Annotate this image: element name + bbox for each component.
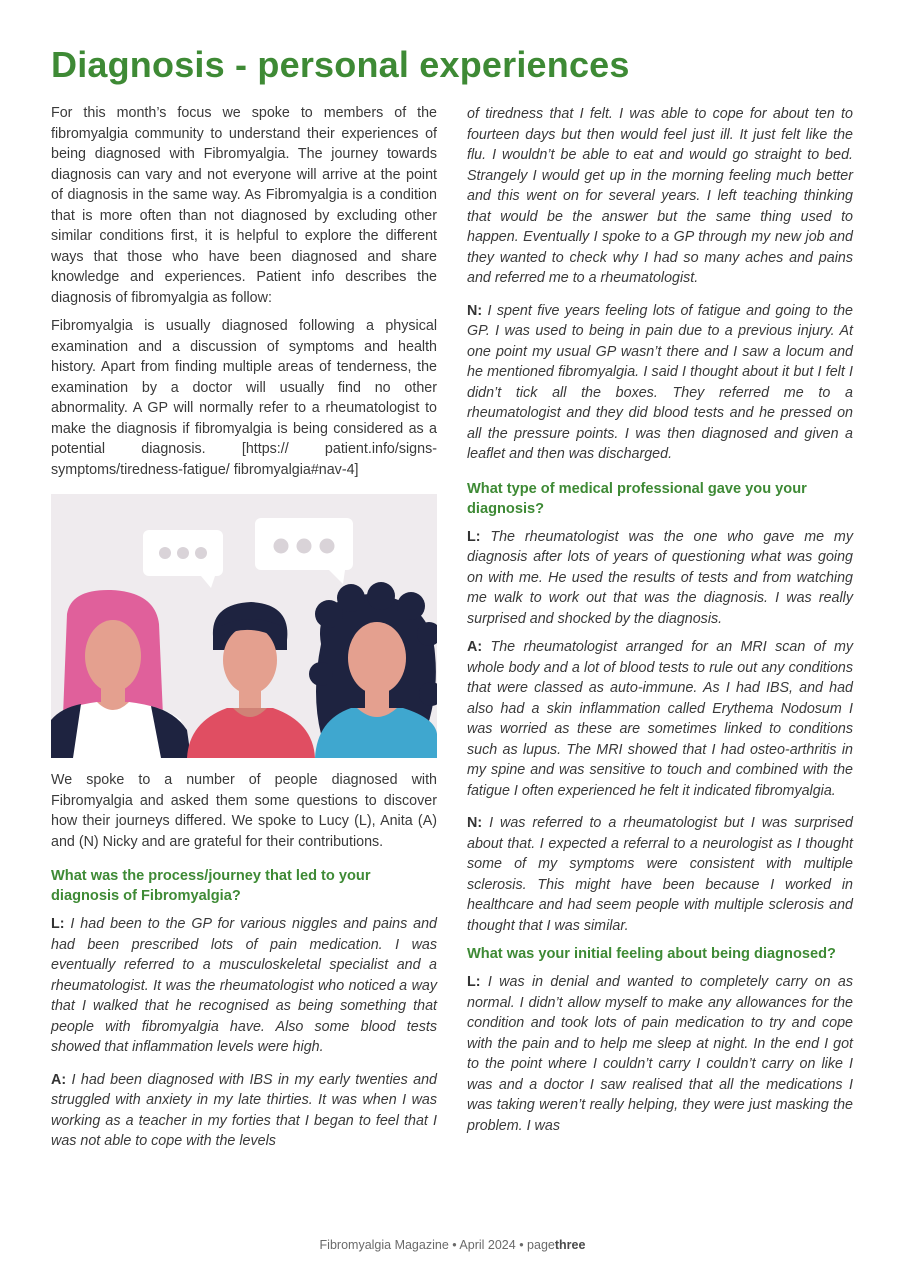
answer-text: The rheumatologist was the one who gave me my diagnosis after lots of years of questioning what was going on with me. He used the results of tests and from watching me walk to work out that was the diagnosis. I was really surprised and shocked by the diagnosis. — [467, 528, 853, 627]
left-column — [51, 103, 437, 1160]
answer-lucy-q1 — [51, 914, 437, 1058]
speaker-label: A: — [51, 1071, 67, 1088]
footer-page-number: three — [554, 1238, 586, 1252]
answer-anita-q1-continued — [467, 104, 853, 289]
right-column — [467, 104, 853, 1144]
answer-text: I was referred to a rheumatologist but I was surprised about that. I expected a referral to a neurologist as I thought some of my symptoms were consistent with multiple sclerosis. This might have been because I worked in healthcare and had seem people with multiple sclerosis and thought that I was similar. — [467, 815, 853, 934]
answer-nicky-q1 — [467, 301, 853, 465]
answer-anita-q2 — [467, 637, 853, 801]
answer-nicky-q2 — [467, 813, 853, 936]
people-illustration — [51, 494, 437, 758]
speaker-label: L: — [467, 974, 481, 990]
question-3-heading: What was your initial feeling about being diagnosed? — [467, 946, 836, 962]
speaker-label: A: — [467, 639, 483, 655]
footer-magazine-name: Fibromyalgia Magazine — [319, 1238, 449, 1252]
footer-page-prefix: page — [527, 1238, 555, 1252]
page-title: Diagnosis - personal experiences — [51, 44, 630, 85]
speaker-label: N: — [467, 815, 483, 831]
footer-date: April 2024 — [459, 1238, 516, 1252]
person-curly-hair-icon — [309, 582, 437, 758]
answer-text: I had been to the GP for various niggles and pains and had been prescribed lots of pain medication. I was eventually referred to a musculoskeletal specialist and a rheumatologist. It was the rheumatologist who noticed a way that I walked that he recognised as being something that people with fibromyalgia have. Also some blood tests showed that inflammation levels were high. — [51, 916, 437, 1055]
answer-lucy-q3 — [467, 972, 853, 1136]
speaker-label: L: — [51, 916, 65, 932]
answer-text: of tiredness that I felt. I was able to cope for about ten to fourteen days but then would feel just ill. It just felt like the flu. I wouldn’t be able to eat and would go straight to bed. Strangely I would get up in the morning feeling much better and this went on for several years. I left teaching thinking that would be the answer but the same thing used to happen. Eventually I spoke to a GP through my new job and they wanted to check why I had so many aches and pains and referred me to a rheumatologist. — [467, 106, 853, 286]
answer-anita-q1 — [51, 1070, 437, 1152]
intro-paragraph-1: For this month’s focus we spoke to members of the fibromyalgia community to understand their experiences of being diagnosed with Fibromyalgia. The journey towards diagnosis can vary and not everyone will arrive at the point of diagnosis in the same way. As Fibromyalgia is a condition that is more often than not diagnosed by excluding other similar conditions first, it is helpful to explore the different ways that those who have been diagnosed and share knowledge and experiences. Patient info describes the diagnosis of fibromyalgia as follow: — [51, 105, 437, 306]
answer-text: I spent five years feeling lots of fatigue and going to the GP. I was used to being in pain due to a previous injury. At one point my usual GP wasn’t there and I saw a locum and he mentioned fibromyalgia. I said I thought about it but I felt I didn’t tick all the boxes. They referred me to a rheumatologist and they did blood tests and he pressed on all the pressure points. I was then diagnosed and given a leaflet and then was discharged. — [467, 302, 853, 462]
answer-text: I was in denial and wanted to completely carry on as normal. I didn’t allow myself to make any allowances for the condition and took lots of pain medication to try and cope with the pain and to help me sleep at night. In the end I got to the point where I couldn’t carry I couldn’t carry on like I was and a doctor I saw realised that all the medications I was taking weren’t really helping, they were just masking the problem. I was — [467, 974, 853, 1134]
intro-paragraph-2: Fibromyalgia is usually diagnosed following a physical examination and a discussion of symptoms and health history. Apart from finding multiple areas of tenderness, the examination by a doctor will usually find no other abnormality. A GP will normally refer to a rheumatologist to make the diagnosis if fibromyalgia is being considered as a potential diagnosis. [https:// patient.info/signs-symptoms/tiredness-fatigue/ fibromyalgia#nav-4] — [51, 318, 437, 478]
intro-paragraph-3: We spoke to a number of people diagnosed with Fibromyalgia and asked them some questions to discover how their journeys differed. We spoke to Lucy (L), Anita (A) and (N) Nicky and are grateful for their contributions. — [51, 772, 437, 850]
footer-separator: • — [448, 1238, 460, 1252]
answer-text: I had been diagnosed with IBS in my early twenties and struggled with anxiety in my late thirties. It was when I was working as a teacher in my forties that I began to feel that I was not able to cope with the levels — [51, 1071, 437, 1149]
speaker-label: L: — [467, 528, 481, 545]
speaker-label: N: — [467, 302, 483, 319]
answer-text: The rheumatologist arranged for an MRI scan of my whole body and a lot of blood tests to rule out any conditions that were classed as auto-immune. As I had IBS, and had also had a skin inflammation called Erythema Nodosum I was worried as these are sometimes linked to conditions such as lupus. The MRI showed that I had osteo-arthritis in my spine and was sensitive to touch and combined with the fatigue I often experienced he felt it indicated fibromyalgia. — [467, 639, 853, 799]
question-2-heading: What type of medical professional gave you your diagnosis? — [467, 480, 807, 517]
page-footer — [0, 1238, 905, 1252]
footer-separator: • — [515, 1238, 528, 1252]
answer-lucy-q2 — [467, 527, 853, 630]
question-1-heading: What was the process/journey that led to your diagnosis of Fibromyalgia? — [51, 868, 371, 904]
